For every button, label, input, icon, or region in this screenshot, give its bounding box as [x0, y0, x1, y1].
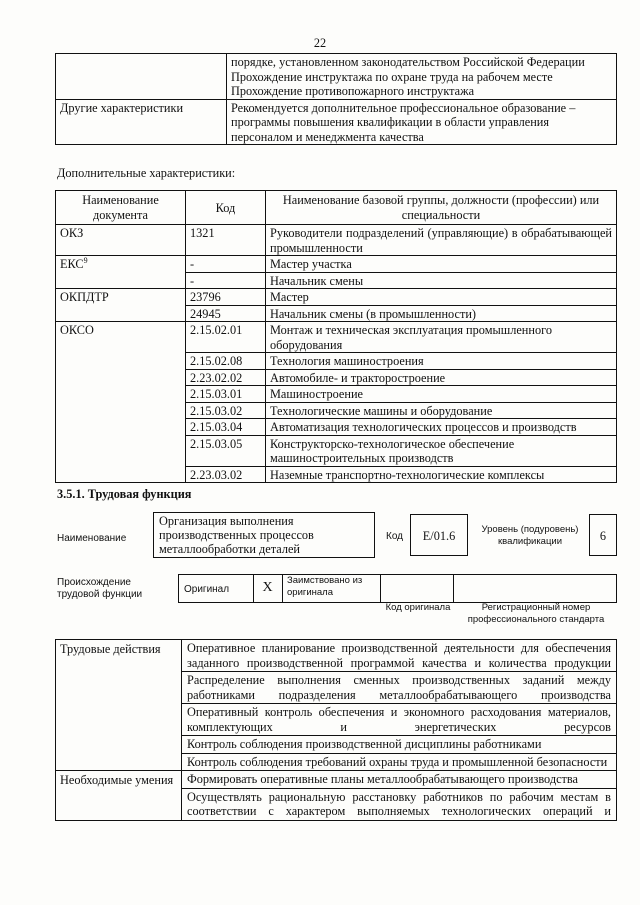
- origin-divider: [380, 574, 381, 603]
- code-cell: 24945: [186, 305, 266, 322]
- doc-name: ОКЗ: [60, 226, 84, 240]
- code-cell: -: [186, 272, 266, 289]
- origin-divider: [282, 574, 283, 603]
- table-row: [56, 99, 617, 145]
- doc-cell: [56, 225, 186, 256]
- borrowed-label: Заимствовано из оригинала: [287, 575, 363, 598]
- level-box: [589, 514, 617, 556]
- column-header-name: Наименование базовой группы, должности (профессии) или специальности: [266, 191, 617, 225]
- level-value: 6: [599, 529, 607, 543]
- table-row: [56, 289, 617, 306]
- table-cell-line: Рекомендуется дополнительное профессиональное образование –: [231, 100, 576, 115]
- action-item: Распределение выполнения сменных производственных заданий между работниками подразделения металлообрабатывающего производства: [182, 672, 617, 704]
- action-item: Оперативное планирование производственной деятельности для обеспечения заданного производственной программой качества и количества продукции: [182, 640, 617, 672]
- function-heading: 3.5.1. Трудовая функция: [57, 487, 192, 501]
- section-label: Необходимые умения: [56, 771, 182, 821]
- column-header-code: Код: [186, 191, 266, 225]
- origin-box: [178, 574, 617, 603]
- function-name-value: Организация выполнения производственных процессов металлообработки деталей: [159, 514, 314, 556]
- name-cell: Начальник смены (в промышленности): [266, 305, 617, 322]
- column-header-doc: Наименование документа: [56, 191, 186, 225]
- doc-cell: [56, 256, 186, 289]
- table-cell-value: [227, 99, 617, 145]
- original-mark: X: [262, 580, 273, 595]
- doc-cell: [56, 289, 186, 322]
- code-cell: 23796: [186, 289, 266, 306]
- doc-name: ОКСО: [60, 323, 94, 337]
- code-cell: 1321: [186, 225, 266, 256]
- table-row: [56, 771, 617, 789]
- action-item: Оперативный контроль обеспечения и экономного расходования материалов, комплектующих и энергетических ресурсов: [182, 704, 617, 736]
- doc-name: ОКПДТР: [60, 290, 109, 304]
- additional-heading: Дополнительные характеристики:: [57, 166, 236, 180]
- function-code-box: [410, 514, 468, 556]
- table-header-row: [56, 191, 617, 225]
- additional-table-body: [56, 225, 617, 483]
- doc-footnote-ref: 9: [83, 255, 88, 265]
- table-row: [56, 54, 617, 100]
- labor-actions-body: [56, 640, 617, 821]
- table-cell-label: Другие характеристики: [56, 99, 227, 145]
- code-cell: 2.15.03.05: [186, 435, 266, 466]
- code-cell: 2.15.03.04: [186, 419, 266, 436]
- origin-label: Происхождение трудовой функции: [57, 577, 143, 600]
- table-cell-line: Прохождение инструктажа по охране труда на рабочем месте: [231, 69, 553, 84]
- table-cell-line: порядке, установленном законодательством Российской Федерации: [231, 55, 585, 69]
- name-cell: Автомобиле- и тракторостроение: [266, 369, 617, 386]
- name-cell: Мастер участка: [266, 256, 617, 273]
- name-cell: Технология машиностроения: [266, 353, 617, 370]
- name-cell: Машиностроение: [266, 386, 617, 403]
- action-item: Контроль соблюдения требований охраны труда и промышленной безопасности: [182, 753, 617, 771]
- name-cell: Начальник смены: [266, 272, 617, 289]
- code-cell: 2.23.03.02: [186, 466, 266, 483]
- action-item: Формировать оперативные планы металлообрабатывающего производства: [182, 771, 617, 789]
- name-cell: Мастер: [266, 289, 617, 306]
- name-cell: Конструкторско-технологическое обеспечение машиностроительных производств: [266, 435, 617, 466]
- table-cell-value: [227, 54, 617, 100]
- code-cell: 2.15.02.01: [186, 322, 266, 353]
- name-cell: Технологические машины и оборудование: [266, 402, 617, 419]
- table-cell-label: [56, 54, 227, 100]
- action-item: Осуществлять рациональную расстановку работников по рабочим местам в соответствии с характером выполняемых технологических операций и: [182, 788, 617, 820]
- table-row: [56, 256, 617, 273]
- table-cell-line: персоналом и менеджмента качества: [231, 129, 424, 144]
- additional-characteristics-table: [55, 190, 617, 483]
- labor-actions-table: [55, 639, 617, 821]
- function-name-box: [153, 512, 375, 558]
- name-cell: Наземные транспортно-технологические комплексы: [266, 466, 617, 483]
- code-original-caption: Код оригинала: [385, 602, 451, 613]
- code-cell: 2.15.03.01: [186, 386, 266, 403]
- action-item: Контроль соблюдения производственной дисциплины работниками: [182, 736, 617, 754]
- table-cell-line: Прохождение противопожарного инструктажа: [231, 84, 475, 98]
- name-cell: Автоматизация технологических процессов и производств: [266, 419, 617, 436]
- original-label: Оригинал: [184, 584, 230, 595]
- table-row: [56, 225, 617, 256]
- origin-divider: [453, 574, 454, 603]
- doc-name: ЕКС: [60, 257, 84, 271]
- function-code-value: E/01.6: [422, 529, 456, 543]
- code-cell: 2.23.02.02: [186, 369, 266, 386]
- reg-number-caption: Регистрационный номер профессионального стандарта: [467, 602, 605, 625]
- page-number: 22: [313, 36, 327, 50]
- level-label: Уровень (подуровень) квалификации: [481, 524, 579, 547]
- code-label: Код: [386, 531, 404, 542]
- table-row: [56, 322, 617, 353]
- section-label: Трудовые действия: [56, 640, 182, 771]
- table-cell-line: программы повышения квалификации в области управления: [231, 115, 550, 129]
- doc-cell: [56, 322, 186, 483]
- name-label: Наименование: [57, 533, 127, 544]
- code-cell: 2.15.02.08: [186, 353, 266, 370]
- code-cell: -: [186, 256, 266, 273]
- top-characteristics-table: [55, 53, 617, 145]
- name-cell: Монтаж и техническая эксплуатация промышленного оборудования: [266, 322, 617, 353]
- name-cell: Руководители подразделений (управляющие) в обрабатывающей промышленности: [266, 225, 617, 256]
- code-cell: 2.15.03.02: [186, 402, 266, 419]
- table-row: [56, 640, 617, 672]
